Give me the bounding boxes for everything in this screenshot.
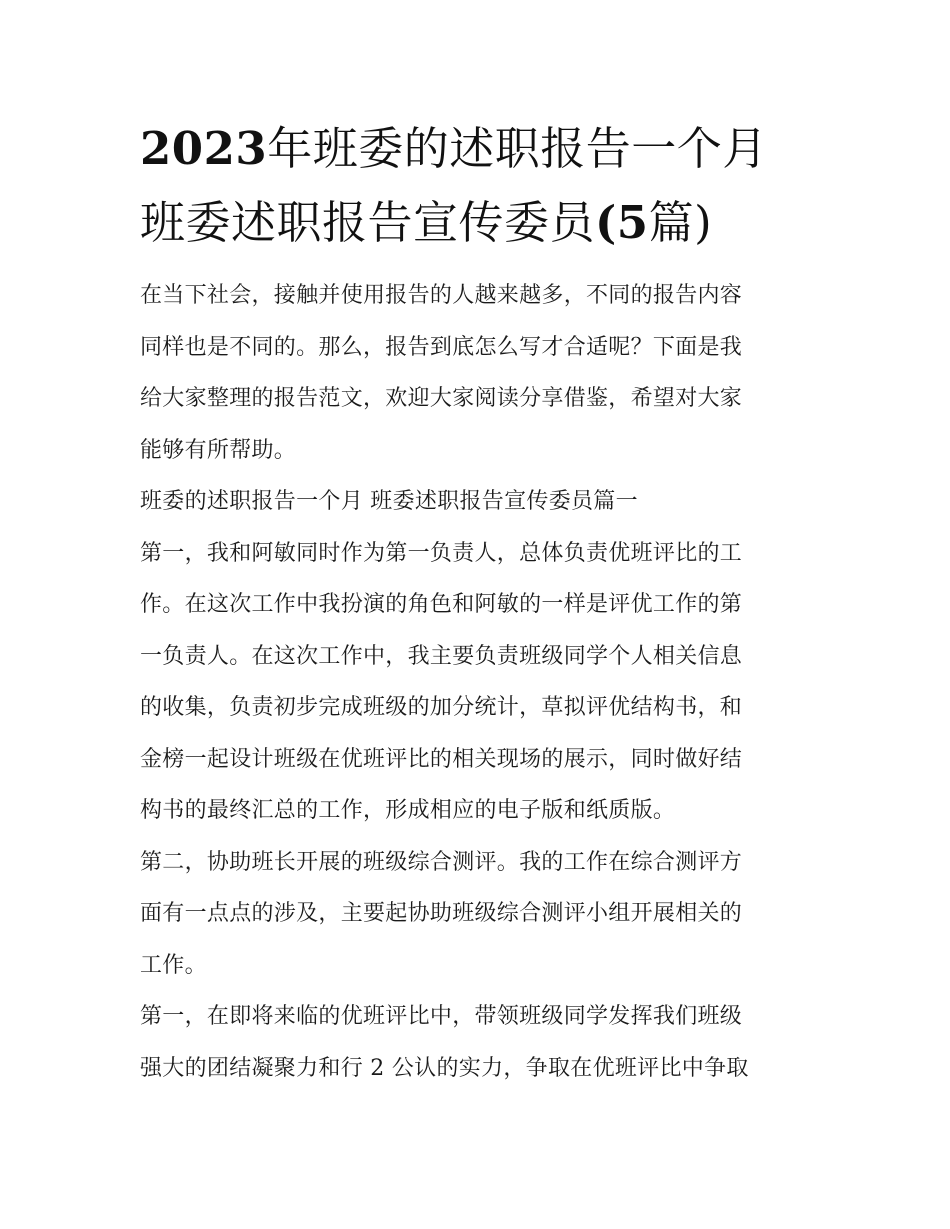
document-title: [140, 112, 812, 260]
body-paragraph-3: [140, 991, 812, 1094]
intro-line: 在当下社会，接触并使用报告的人越来越多，不同的报告内容: [140, 283, 743, 308]
document-page: [140, 112, 812, 1094]
paragraph-line: 构书的最终汇总的工作，形成相应的电子版和纸质版。: [140, 798, 676, 823]
title-line-1-text: 年班委的述职报告一个月: [267, 122, 768, 175]
paragraph-line: 金榜一起设计班级在优班评比的相关现场的展示，同时做好结: [140, 746, 743, 772]
paragraph-line: 第二，协助班长开展的班级综合测评。我的工作在综合测评方: [140, 849, 743, 875]
title-year: 2023: [140, 122, 268, 175]
intro-line: 给大家整理的报告范文，欢迎大家阅读分享借鉴，希望对大家: [140, 386, 743, 411]
paragraph-line: 第一，在即将来临的优班评比中，带领班级同学发挥我们班级: [140, 1004, 743, 1029]
body-paragraph-2: [140, 837, 812, 992]
paragraph-line: 作。在这次工作中我扮演的角色和阿敏的一样是评优工作的第: [140, 592, 743, 617]
section-heading: [140, 476, 812, 528]
section-heading-text: 班委的述职报告一个月 班委述职报告宣传委员篇一: [140, 489, 638, 514]
title-count: (5: [595, 196, 649, 249]
paragraph-line: 的收集，负责初步完成班级的加分统计，草拟评优结构书，和: [140, 695, 743, 720]
paragraph-line: 第一，我和阿敏同时作为第一负责人，总体负责优班评比的工: [140, 540, 743, 566]
paragraph-line: 强大的团结凝聚力和行 2 公认的实力，争取在优班评比中争取: [140, 1055, 749, 1081]
intro-line: 同样也是不同的。那么，报告到底怎么写才合适呢？下面是我: [140, 334, 743, 360]
intro-paragraph: [140, 270, 812, 476]
title-line-2: [140, 186, 812, 260]
paragraph-line: 工作。: [140, 952, 207, 978]
intro-line: 能够有所帮助。: [140, 437, 297, 463]
title-line-1: [140, 112, 812, 186]
title-line-2-end: 篇): [648, 196, 713, 249]
paragraph-line: 一负责人。在这次工作中，我主要负责班级同学个人相关信息: [140, 643, 743, 669]
paragraph-line: 面有一点点的涉及，主要起协助班级综合测评小组开展相关的: [140, 901, 743, 926]
title-line-2-text: 班委述职报告宣传委员: [140, 196, 596, 249]
body-paragraph-1: [140, 528, 812, 837]
